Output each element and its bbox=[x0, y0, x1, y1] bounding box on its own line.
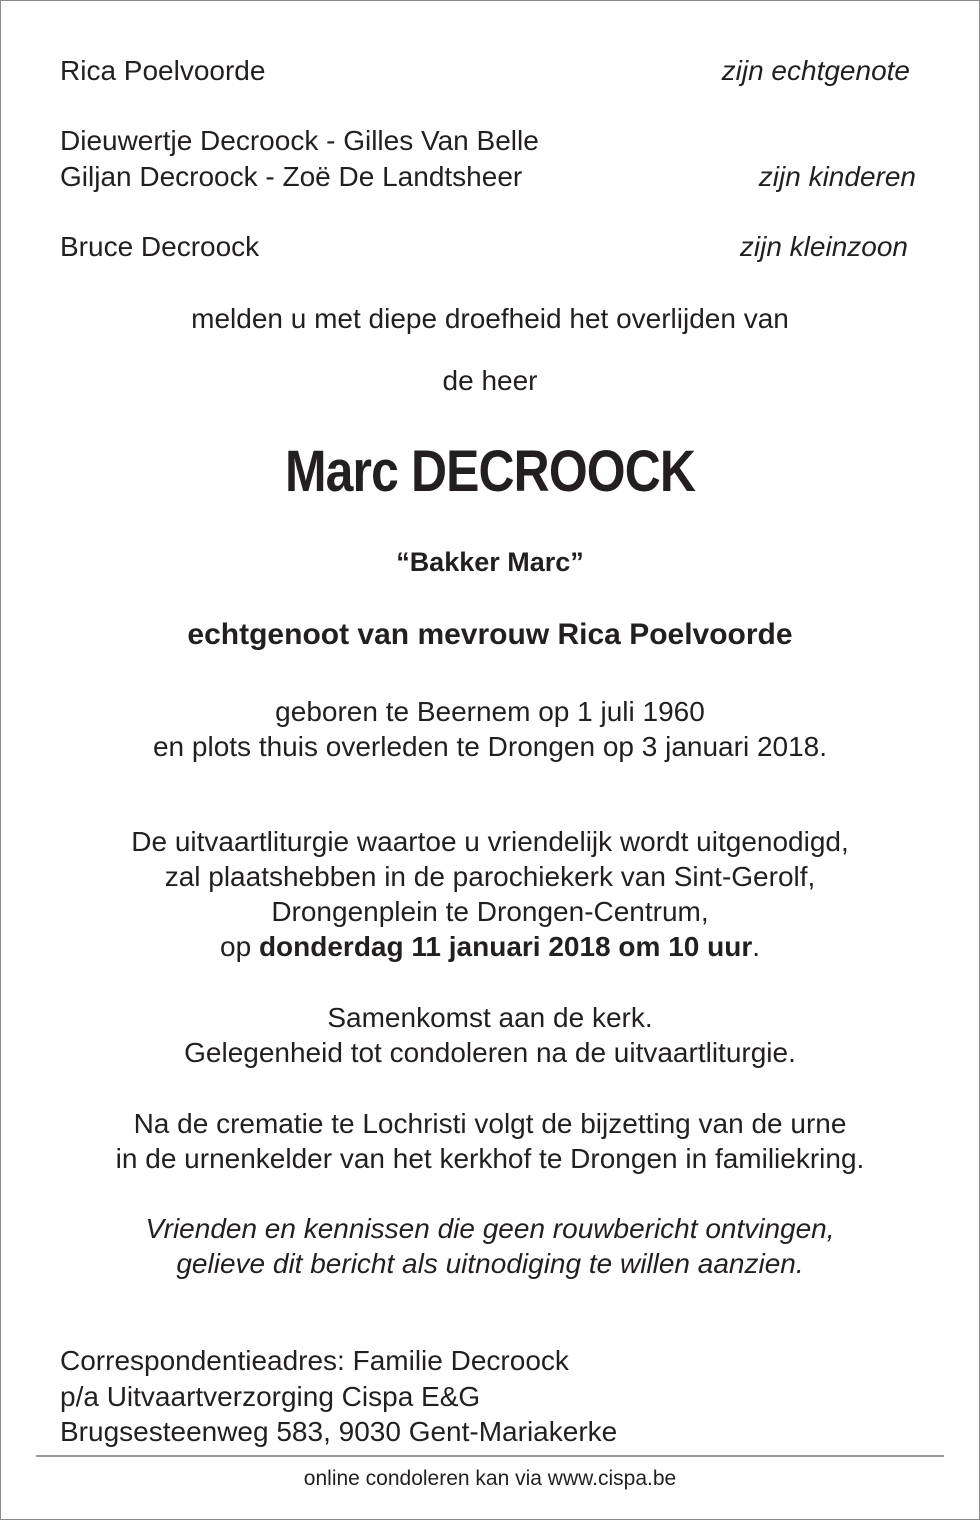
liturgy-line-4 bbox=[0, 929, 980, 964]
family-row-spouse bbox=[60, 53, 916, 89]
death-line: en plots thuis overleden te Drongen op 3 januari 2018. bbox=[152, 731, 828, 762]
child-1-name: Dieuwertje Decroock - Gilles Van Belle bbox=[60, 125, 539, 156]
liturgy-line-2: zal plaatshebben in de parochiekerk van Sint-Gerolf, bbox=[164, 861, 816, 892]
birth-line: geboren te Beernem op 1 juli 1960 bbox=[275, 696, 705, 727]
nickname: “Bakker Marc” bbox=[396, 547, 584, 577]
liturgy-line-3: Drongenplein te Drongen-Centrum, bbox=[271, 896, 709, 927]
title-prefix: de heer bbox=[442, 365, 538, 396]
correspondence-line-2: p/a Uitvaartverzorging Cispa E&G bbox=[60, 1381, 481, 1412]
gathering-line-1: Samenkomst aan de kerk. bbox=[327, 1002, 653, 1033]
footer-divider bbox=[36, 1455, 944, 1457]
family-row-grandchild bbox=[60, 229, 916, 265]
grandchild-role: zijn kleinzoon bbox=[739, 231, 908, 262]
gathering-line-2: Gelegenheid tot condoleren na de uitvaartliturgie. bbox=[184, 1037, 796, 1068]
correspondence-line-1: Correspondentieadres: Familie Decroock bbox=[60, 1345, 569, 1376]
liturgy-date-prefix: op bbox=[220, 931, 259, 962]
spouse-line: echtgenoot van mevrouw Rica Poelvoorde bbox=[187, 618, 793, 651]
spouse-role: zijn echtgenote bbox=[721, 55, 910, 86]
cremation-line-1: Na de crematie te Lochristi volgt de bijzetting van de urne bbox=[133, 1108, 847, 1139]
family-row-child-2 bbox=[60, 159, 916, 195]
footer-condolence-link[interactable]: online condoleren kan via www.cispa.be bbox=[303, 1467, 677, 1490]
liturgy-date: donderdag 11 januari 2018 om 10 uur bbox=[258, 931, 753, 962]
child-2-name: Giljan Decroock - Zoë De Landtsheer bbox=[60, 161, 523, 192]
deceased-name: Marc DECROOCK bbox=[284, 439, 696, 504]
liturgy-date-suffix: . bbox=[752, 931, 760, 962]
grandchild-name: Bruce Decroock bbox=[60, 231, 260, 262]
liturgy-line-1: De uitvaartliturgie waartoe u vriendelijk wordt uitgenodigd, bbox=[131, 826, 849, 857]
announcement-text: melden u met diepe droefheid het overlijden van bbox=[191, 303, 789, 334]
notice-line-2: gelieve dit bericht als uitnodiging te willen aanzien. bbox=[176, 1248, 804, 1279]
children-role: zijn kinderen bbox=[758, 161, 916, 192]
spouse-name: Rica Poelvoorde bbox=[60, 55, 266, 86]
family-row-child-1 bbox=[60, 123, 916, 159]
notice-line-1: Vrienden en kennissen die geen rouwbericht ontvingen, bbox=[145, 1213, 835, 1244]
correspondence-line-3: Brugsesteenweg 583, 9030 Gent-Mariakerke bbox=[60, 1416, 618, 1447]
cremation-line-2: in de urnenkelder van het kerkhof te Drongen in familiekring. bbox=[115, 1143, 865, 1174]
